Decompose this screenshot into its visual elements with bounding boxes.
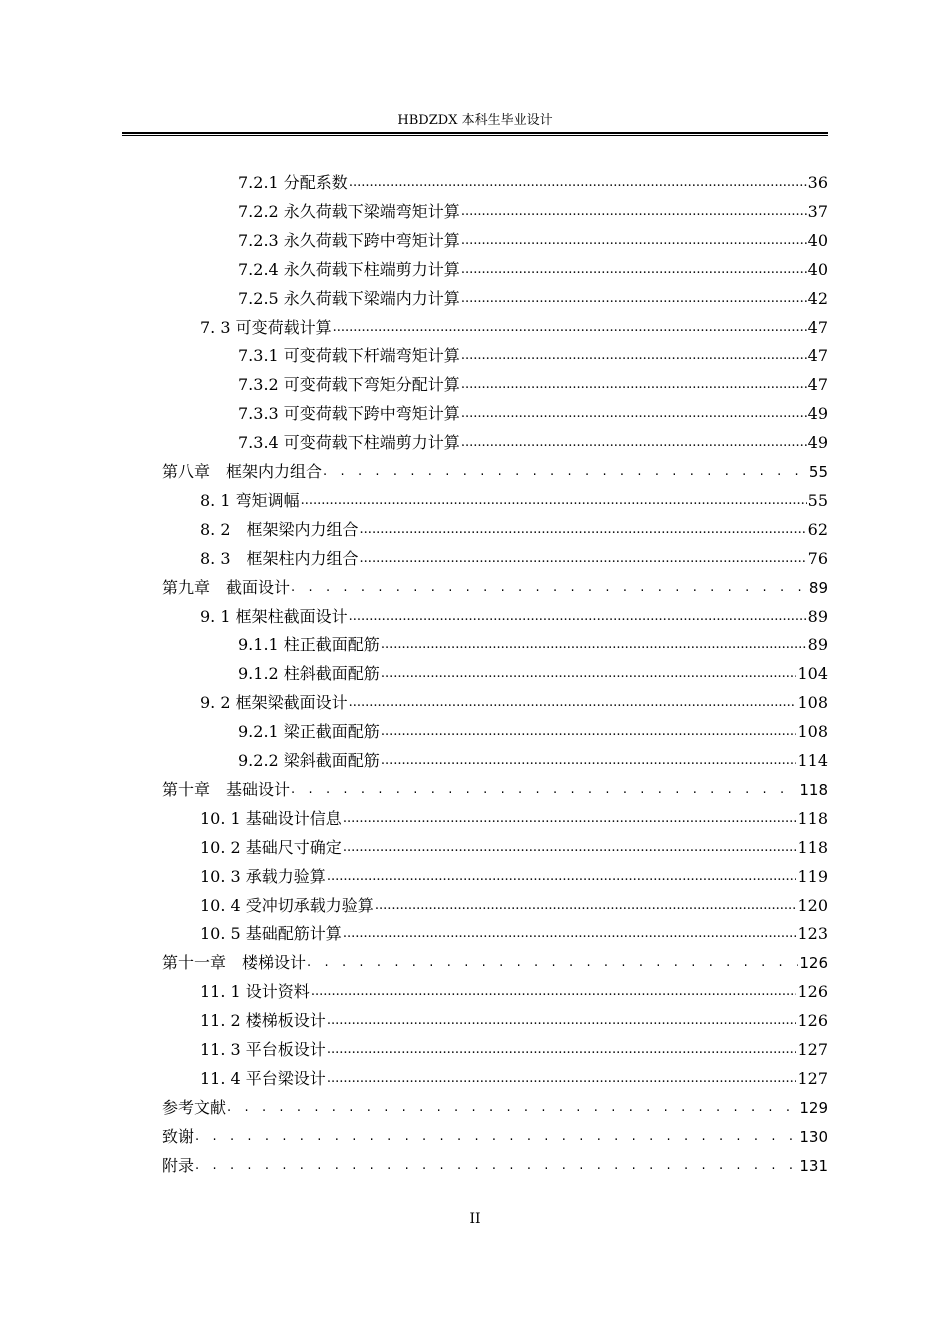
- toc-entry[interactable]: [238, 716, 828, 742]
- toc-entry[interactable]: [238, 225, 828, 251]
- toc-entry-page: 126: [797, 1011, 828, 1031]
- toc-entry[interactable]: [200, 543, 828, 569]
- toc-entry-title: 10. 2 基础尺寸确定: [200, 837, 342, 857]
- toc-entry[interactable]: [238, 629, 828, 655]
- toc-entry-title: 11. 3 平台板设计: [200, 1040, 326, 1059]
- toc-entry[interactable]: [200, 832, 828, 858]
- toc-entry-title: 11. 1 设计资料: [200, 982, 310, 1002]
- toc-entry[interactable]: [162, 774, 828, 800]
- toc-entry-page: 114: [797, 751, 828, 770]
- toc-dot-leader: [343, 807, 797, 829]
- toc-entry-page: 49: [807, 404, 828, 424]
- toc-entry[interactable]: [238, 658, 828, 684]
- toc-dot-leader: [333, 316, 807, 338]
- toc-entry-page: 130: [799, 1127, 828, 1146]
- toc-entry-title: 第八章 框架内力组合: [162, 462, 323, 481]
- toc-entry-title: 11. 4 平台梁设计: [200, 1068, 326, 1088]
- toc-entry-title: 10. 4 受冲切承载力验算: [200, 895, 374, 915]
- toc-entry-page: 47: [807, 375, 828, 395]
- toc-dot-leader: [195, 1127, 798, 1147]
- toc-dot-leader: [195, 1156, 798, 1176]
- toc-dot-leader: [291, 780, 798, 800]
- toc-entry[interactable]: [200, 1034, 828, 1060]
- page-header: HBDZDX 本科生毕业设计: [397, 113, 553, 128]
- toc-entry-page: 47: [807, 317, 828, 337]
- toc-entry-page: 108: [797, 693, 828, 713]
- toc-dot-leader: [291, 578, 808, 598]
- toc-entry-page: 89: [808, 578, 828, 597]
- toc-entry-page: 62: [807, 519, 828, 539]
- toc-dot-leader: [381, 749, 797, 771]
- toc-entry-page: 47: [807, 346, 828, 366]
- toc-entry-page: 126: [797, 982, 828, 1002]
- toc-entry-page: 40: [807, 230, 828, 250]
- toc-entry-page: 131: [799, 1156, 828, 1175]
- toc-entry-page: 76: [807, 548, 828, 568]
- toc-entry-title: 9.2.1 梁正截面配筋: [238, 722, 380, 742]
- toc-dot-leader: [327, 865, 797, 887]
- toc-entry-title: 7.2.4 永久荷载下柱端剪力计算: [238, 259, 460, 279]
- toc-dot-leader: [381, 720, 797, 742]
- toc-dot-leader: [461, 200, 807, 222]
- toc-entry-title: 7.3.2 可变荷载下弯矩分配计算: [238, 375, 460, 395]
- toc-entry[interactable]: [238, 196, 828, 222]
- toc-entry[interactable]: [162, 572, 828, 598]
- toc-entry-page: 104: [797, 664, 828, 684]
- toc-entry-title: 11. 2 楼梯板设计: [200, 1011, 326, 1031]
- toc-entry[interactable]: [238, 369, 828, 395]
- toc-entry-page: 89: [807, 606, 828, 626]
- toc-entry-title: 第十一章 楼梯设计: [162, 953, 307, 973]
- toc-entry[interactable]: [200, 312, 828, 338]
- toc-entry[interactable]: [162, 456, 828, 482]
- toc-entry-title: 8. 2 框架梁内力组合: [200, 519, 359, 539]
- toc-entry-page: 118: [797, 837, 828, 857]
- toc-entry-page: 49: [807, 433, 828, 453]
- toc-entry[interactable]: [200, 514, 828, 540]
- toc-entry-page: 119: [797, 866, 828, 886]
- toc-dot-leader: [307, 953, 798, 973]
- toc-entry-title: 9. 2 框架梁截面设计: [200, 693, 348, 713]
- toc-entry-page: 37: [807, 201, 828, 221]
- toc-entry-title: 7.3.1 可变荷载下杆端弯矩计算: [238, 346, 460, 366]
- toc-entry-page: 40: [807, 259, 828, 279]
- toc-entry-title: 7.2.2 永久荷载下梁端弯矩计算: [238, 201, 460, 221]
- toc-entry[interactable]: [162, 947, 828, 973]
- toc-entry[interactable]: [162, 1150, 828, 1176]
- toc-dot-leader: [360, 518, 807, 540]
- toc-dot-leader: [227, 1098, 798, 1118]
- toc-entry-title: 7.3.3 可变荷载下跨中弯矩计算: [238, 404, 460, 424]
- toc-entry-page: 126: [799, 954, 828, 973]
- header-rule: [122, 132, 828, 136]
- toc-entry[interactable]: [200, 687, 828, 713]
- toc-dot-leader: [327, 1067, 797, 1089]
- toc-entry[interactable]: [238, 745, 828, 771]
- toc-entry-title: 7.2.1 分配系数: [238, 173, 348, 192]
- toc-dot-leader: [461, 402, 807, 424]
- toc-entry-page: 118: [797, 808, 828, 828]
- toc-dot-leader: [381, 633, 807, 655]
- toc-entry-title: 9. 1 框架柱截面设计: [200, 606, 348, 626]
- toc-entry-page: 120: [797, 895, 828, 915]
- toc-dot-leader: [461, 287, 807, 309]
- toc-dot-leader: [327, 1038, 797, 1060]
- toc-entry-title: 9.1.2 柱斜截面配筋: [238, 664, 380, 684]
- toc-entry-page: 118: [799, 780, 828, 799]
- toc-dot-leader: [349, 171, 807, 193]
- toc-entry-page: 36: [807, 173, 828, 192]
- toc-entry-title: 7.2.3 永久荷载下跨中弯矩计算: [238, 230, 460, 250]
- toc-dot-leader: [343, 922, 797, 944]
- toc-entry-title: 致谢: [162, 1126, 195, 1146]
- toc-entry[interactable]: [200, 976, 828, 1002]
- toc-entry[interactable]: [238, 283, 828, 309]
- toc-dot-leader: [327, 1009, 797, 1031]
- toc-entry-title: 附录: [162, 1155, 195, 1175]
- toc-entry-title: 10. 5 基础配筋计算: [200, 924, 342, 944]
- toc-entry[interactable]: [200, 890, 828, 916]
- toc-entry[interactable]: [200, 1063, 828, 1089]
- toc-entry-title: 7. 3 可变荷载计算: [200, 317, 332, 337]
- toc-entry-page: 108: [797, 722, 828, 742]
- toc-entry[interactable]: [238, 167, 828, 193]
- toc-entry[interactable]: [200, 861, 828, 887]
- toc-dot-leader: [349, 605, 807, 627]
- toc-dot-leader: [461, 431, 807, 453]
- toc-entry[interactable]: [200, 918, 828, 944]
- toc-entry-title: 9.2.2 梁斜截面配筋: [238, 751, 380, 770]
- toc-entry[interactable]: [162, 1092, 828, 1118]
- toc-entry[interactable]: [238, 398, 828, 424]
- page-number: II: [469, 1211, 481, 1227]
- toc-dot-leader: [461, 258, 807, 280]
- toc-entry-title: 参考文献: [162, 1097, 227, 1117]
- toc-entry[interactable]: [200, 485, 828, 511]
- toc-entry[interactable]: [200, 601, 828, 627]
- toc-dot-leader: [360, 547, 807, 569]
- toc-entry-page: 127: [797, 1040, 828, 1059]
- toc-entry-title: 8. 3 框架柱内力组合: [200, 548, 359, 568]
- toc-entry-page: 129: [799, 1098, 828, 1117]
- toc-entry-page: 42: [807, 288, 828, 308]
- toc-dot-leader: [375, 894, 797, 916]
- toc-entry[interactable]: [200, 803, 828, 829]
- toc-entry-title: 第十章 基础设计: [162, 779, 291, 799]
- toc-entry[interactable]: [200, 1005, 828, 1031]
- toc-dot-leader: [323, 462, 808, 482]
- toc-entry-page: 55: [808, 463, 828, 481]
- toc-entry-title: 9.1.1 柱正截面配筋: [238, 635, 380, 655]
- toc-dot-leader: [461, 229, 807, 251]
- toc-dot-leader: [461, 344, 807, 366]
- toc-dot-leader: [311, 980, 797, 1002]
- toc-entry-title: 第九章 截面设计: [162, 577, 291, 597]
- toc-entry[interactable]: [238, 340, 828, 366]
- toc-dot-leader: [343, 836, 797, 858]
- toc-dot-leader: [461, 373, 807, 395]
- toc-entry[interactable]: [238, 254, 828, 280]
- toc-entry[interactable]: [162, 1121, 828, 1147]
- toc-entry-page: 55: [807, 490, 828, 510]
- toc-entry[interactable]: [238, 427, 828, 453]
- toc-entry-title: 7.3.4 可变荷载下柱端剪力计算: [238, 433, 460, 453]
- toc-entry-page: 123: [797, 924, 828, 944]
- toc-entry-page: 127: [797, 1068, 828, 1088]
- toc-entry-title: 8. 1 弯矩调幅: [200, 490, 300, 510]
- toc-entry-title: 10. 1 基础设计信息: [200, 808, 342, 828]
- toc-dot-leader: [381, 662, 797, 684]
- toc-entry-title: 10. 3 承载力验算: [200, 866, 326, 886]
- toc-entry-page: 89: [807, 635, 828, 655]
- toc-dot-leader: [349, 691, 797, 713]
- toc-entry-title: 7.2.5 永久荷载下梁端内力计算: [238, 288, 460, 308]
- toc-dot-leader: [301, 489, 807, 511]
